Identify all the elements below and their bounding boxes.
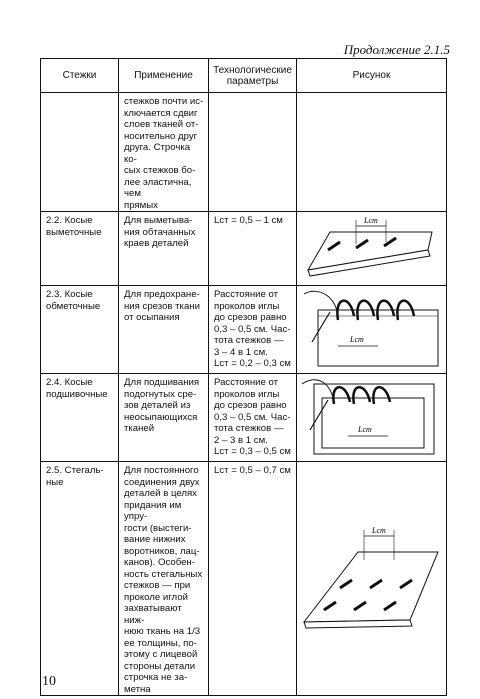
stitch-table (40, 58, 447, 696)
cell-parameters: Lст = 0,5 – 0,7 см (209, 462, 297, 696)
table-row (41, 212, 447, 286)
cell-figure (297, 212, 447, 286)
cell-application: Для предохране- ния срезов ткани от осыпания (119, 286, 209, 374)
cell-figure (297, 93, 447, 212)
cell-figure (297, 462, 447, 696)
table-row (41, 462, 447, 696)
cell-parameters: Расстояние от проколов иглы до срезов равно 0,3 – 0,5 см. Час- тота стежков — 2 – 3 в 1 см. Lст = 0,3 – 0,5 см (209, 374, 297, 462)
header-application: Применение (119, 59, 209, 93)
table-row (41, 93, 447, 212)
cell-parameters: Lст = 0,5 – 1 см (209, 212, 297, 286)
length-label: Lст (349, 335, 364, 344)
header-parameters: Технологические параметры (209, 59, 297, 93)
table-header-row (41, 59, 447, 93)
cell-parameters: Расстояние от проколов иглы до срезов равно 0,3 – 0,5 см. Час- тота стежков — 3 – 4 в 1 см. Lст = 0,2 – 0,3 см (209, 286, 297, 374)
continuation-label: Продолжение 2.1.5 (343, 42, 450, 57)
overcasting-stitch-figure (298, 286, 446, 370)
cell-stitch: 2.4. Косые подшивочные (41, 374, 119, 462)
cell-stitch (41, 93, 119, 212)
table-row (41, 286, 447, 374)
header-figure: Рисунок (297, 59, 447, 93)
length-label: Lст (363, 216, 378, 225)
length-label: Lст (357, 425, 372, 434)
basting-stitch-figure (298, 212, 446, 282)
cell-application: стежков почти ис- ключается сдвиг слоев тканей от- носительно друг друга. Строчка ко- сых стежков бо- лее эластична, чем прямых (119, 93, 209, 212)
cell-stitch: 2.5. Стегаль- ные (41, 462, 119, 696)
quilting-stitch-figure (298, 502, 446, 652)
cell-application: Для подшивания подогнутых сре- зов деталей из неосыпающихся тканей (119, 374, 209, 462)
cell-figure (297, 286, 447, 374)
cell-application: Для постоянного соединения двух деталей в целях придания им упру- гости (выстеги- вание нижних воротников, лац- канов). Особен- ность стегальных стежков — при проколе иглой захватывают ниж- нюю ткань на 1/3 ее толщины, по- этому с лицевой стороны детали строчка не за- метна (119, 462, 209, 696)
header-stitches: Стежки (41, 59, 119, 93)
cell-stitch: 2.3. Косые обметочные (41, 286, 119, 374)
length-label: Lст (371, 526, 386, 535)
hemming-stitch-figure (298, 374, 446, 458)
cell-stitch: 2.2. Косые выметочные (41, 212, 119, 286)
cell-parameters (209, 93, 297, 212)
page-number: 10 (42, 674, 56, 689)
table-row (41, 374, 447, 462)
cell-figure (297, 374, 447, 462)
cell-application: Для выметыва- ния обтачанных краев деталей (119, 212, 209, 286)
